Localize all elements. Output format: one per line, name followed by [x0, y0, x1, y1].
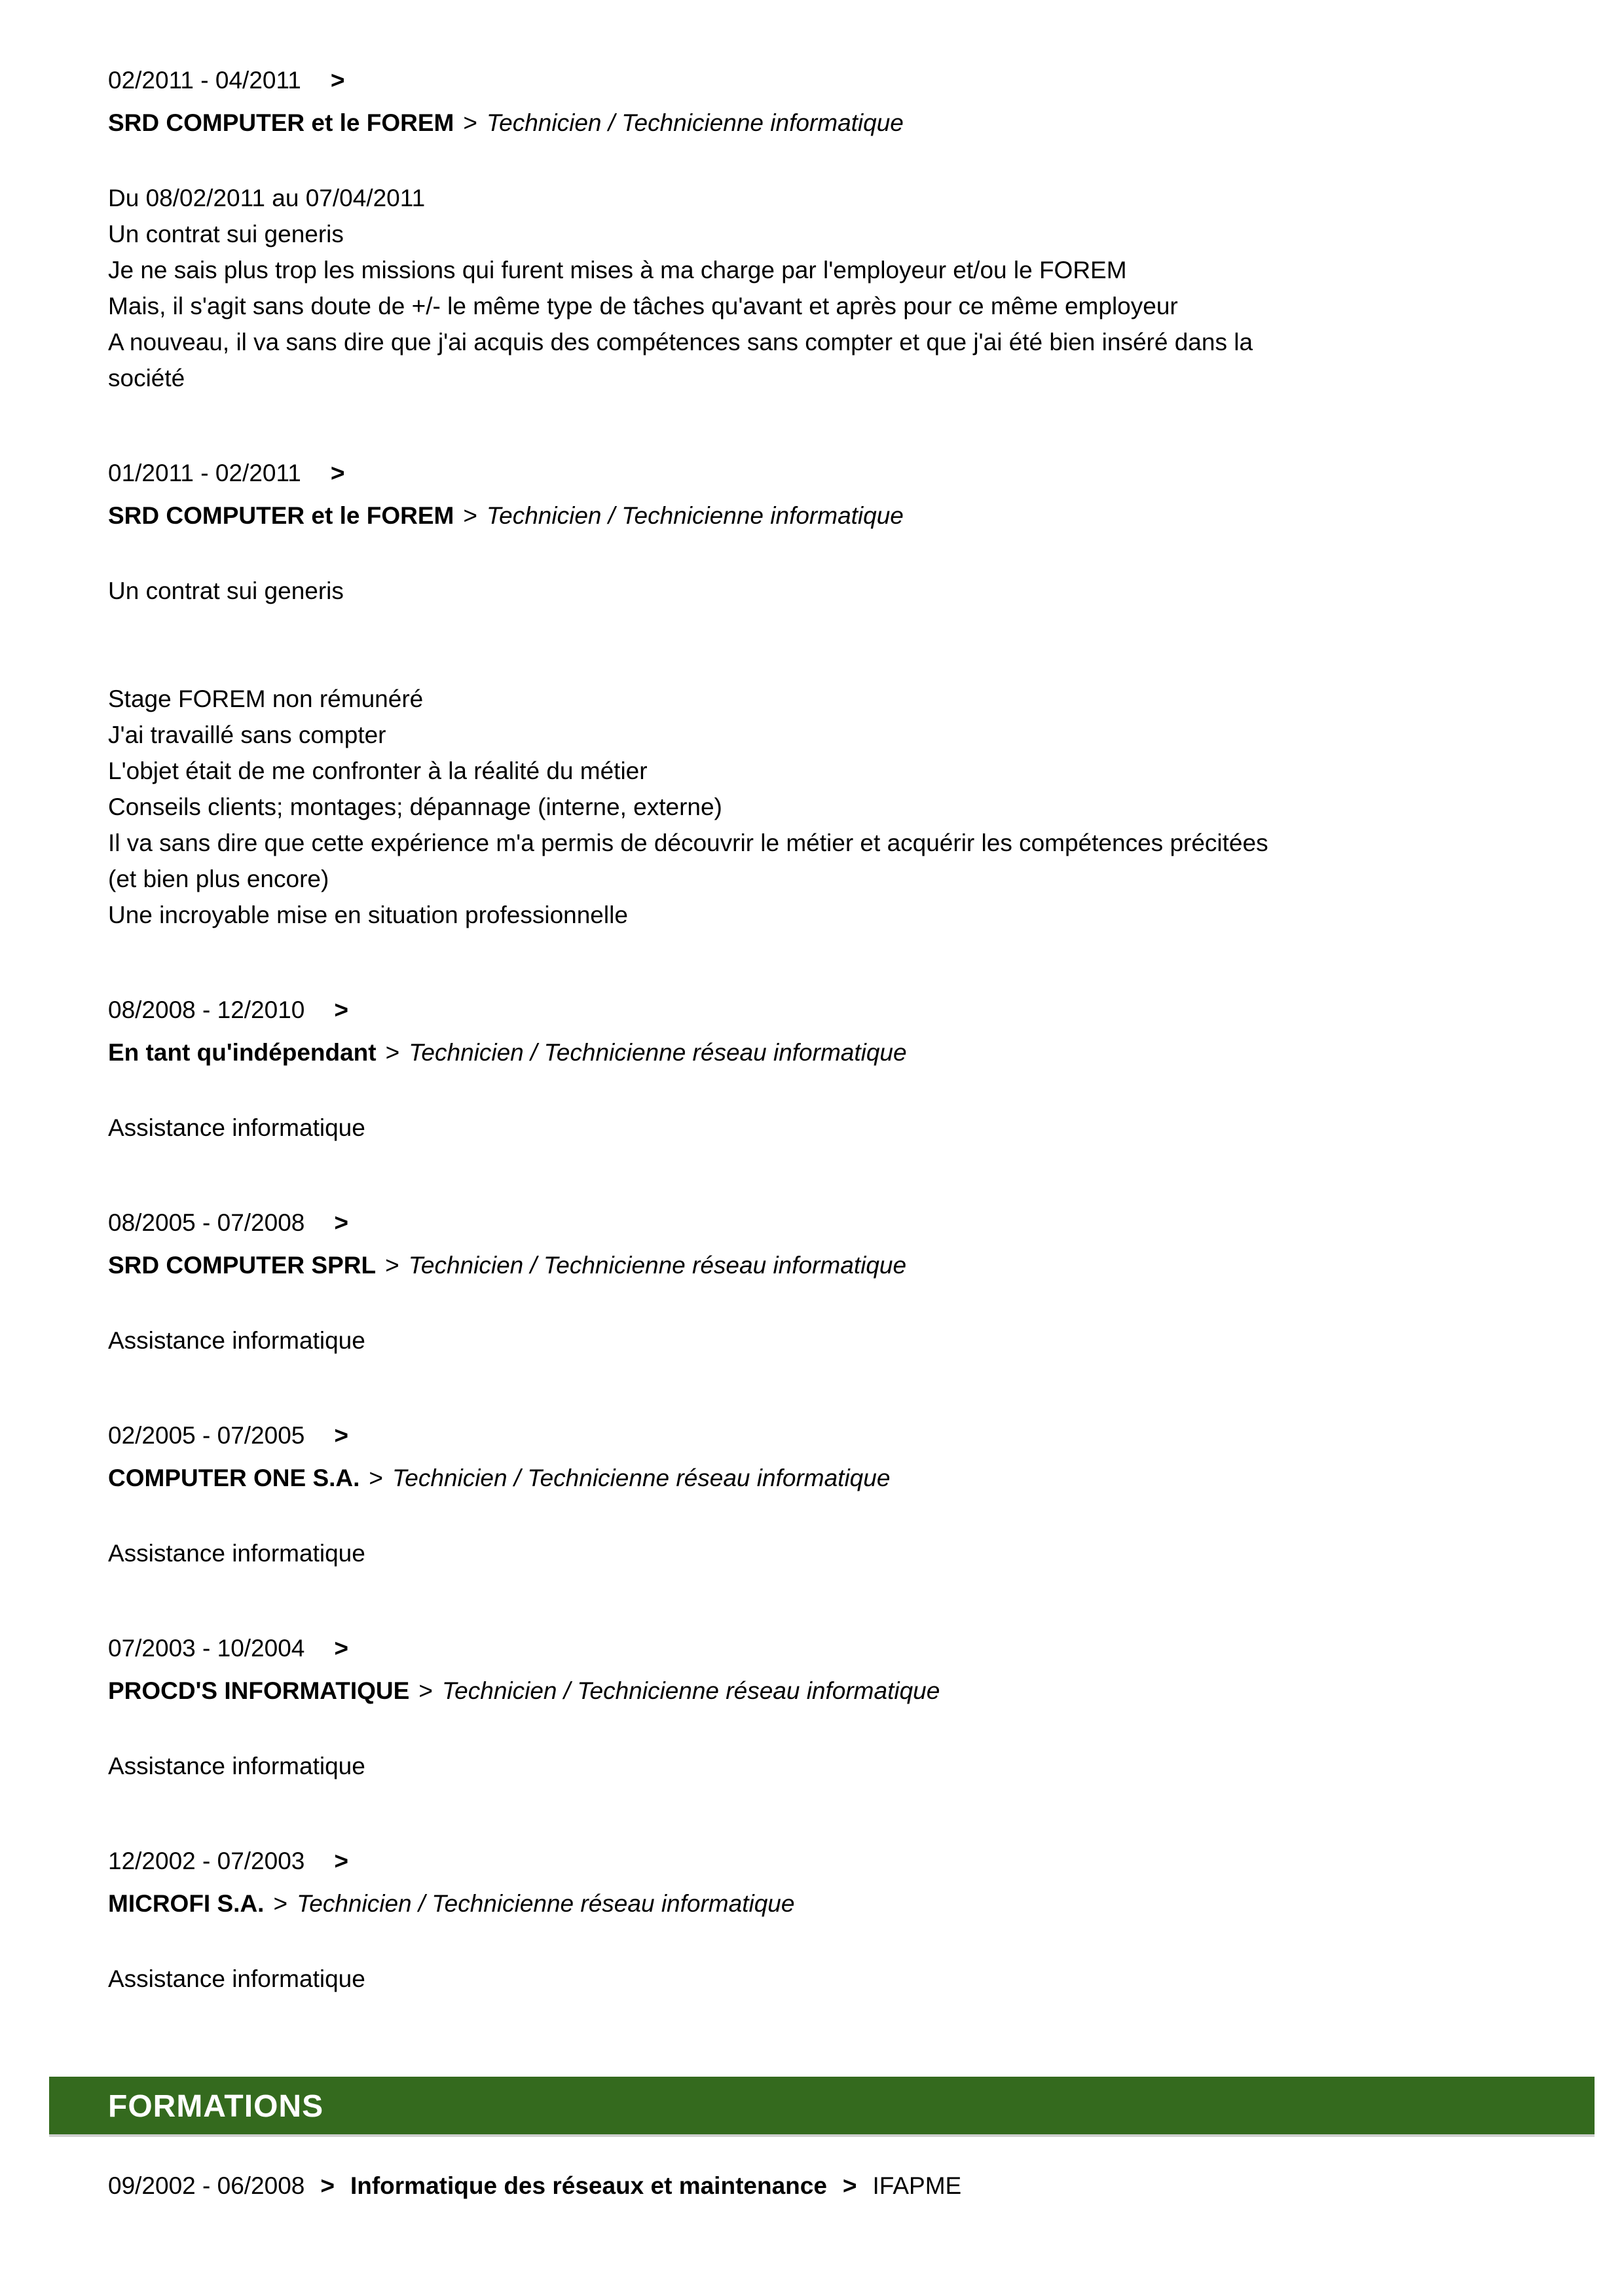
experience-period-line [108, 1630, 1572, 1666]
experience-description [108, 1748, 1572, 1784]
chevron-separator-icon: > [418, 1677, 433, 1704]
experience-description [108, 1322, 1572, 1358]
description-line: J'ai travaillé sans compter [108, 721, 386, 748]
formations-section-header [49, 2077, 1595, 2137]
experience-description [108, 1110, 1572, 1146]
chevron-separator-icon: > [463, 502, 477, 529]
experience-entry [108, 1205, 1572, 1358]
formation-period: 09/2002 - 06/2008 [108, 2172, 305, 2199]
experience-job-title: Technicien / Technicienne réseau informatique [297, 1890, 795, 1917]
experience-job-title: Technicien / Technicienne informatique [486, 109, 904, 136]
description-line: Mais, il s'agit sans doute de +/- le même type de tâches qu'avant et après pour ce même employeur [108, 293, 1178, 319]
description-line: Un contrat sui generis [108, 577, 344, 604]
experience-company-line [108, 1034, 1572, 1070]
chevron-right-icon: > [320, 2172, 335, 2199]
description-line: L'objet était de me confronter à la réalité du métier [108, 757, 648, 784]
formation-entry [0, 2168, 1624, 2204]
description-line: Assistance informatique [108, 1965, 365, 1992]
chevron-right-icon: > [334, 1422, 348, 1449]
experience-period: 02/2005 - 07/2005 [108, 1422, 305, 1449]
experience-company-line [108, 1886, 1572, 1922]
description-line: Une incroyable mise en situation professionnelle [108, 902, 628, 928]
experience-description [108, 1535, 1572, 1571]
experience-job-title: Technicien / Technicienne réseau informatique [409, 1039, 907, 1066]
experience-job-title: Technicien / Technicienne informatique [486, 502, 904, 529]
chevron-right-icon: > [842, 2172, 857, 2199]
experience-entry [108, 1417, 1572, 1571]
chevron-right-icon: > [334, 1209, 348, 1236]
experience-description [108, 1961, 1572, 1997]
experience-period-line [108, 1417, 1572, 1453]
chevron-right-icon: > [334, 1848, 348, 1874]
formations-header-label: FORMATIONS [108, 2089, 324, 2124]
chevron-separator-icon: > [385, 1252, 399, 1279]
experience-company: PROCD'S INFORMATIQUE [108, 1677, 410, 1704]
chevron-right-icon: > [330, 67, 345, 94]
experience-company-line [108, 498, 1572, 534]
formation-name: Informatique des réseaux et maintenance [350, 2172, 827, 2199]
description-line: Un contrat sui generis [108, 221, 344, 247]
description-line: Assistance informatique [108, 1540, 365, 1567]
experience-period-line [108, 1843, 1572, 1879]
description-line: Je ne sais plus trop les missions qui furent mises à ma charge par l'employeur et/ou le FOREM [108, 257, 1127, 283]
experience-company: SRD COMPUTER SPRL [108, 1252, 377, 1279]
experience-entry [108, 992, 1572, 1146]
description-line: Stage FOREM non rémunéré [108, 685, 424, 712]
experience-period: 12/2002 - 07/2003 [108, 1848, 305, 1874]
experience-period: 08/2008 - 12/2010 [108, 996, 305, 1023]
description-line: Assistance informatique [108, 1327, 365, 1354]
experience-period: 08/2005 - 07/2008 [108, 1209, 305, 1236]
description-line: société [108, 365, 185, 392]
chevron-right-icon: > [330, 460, 345, 486]
description-line: Il va sans dire que cette expérience m'a permis de découvrir le métier et acquérir les compétences précitées [108, 829, 1268, 856]
experience-period-line [108, 455, 1572, 491]
experience-job-title: Technicien / Technicienne réseau informatique [408, 1252, 907, 1279]
experience-description [108, 180, 1572, 396]
description-line: Conseils clients; montages; dépannage (interne, externe) [108, 793, 722, 820]
chevron-right-icon: > [334, 1635, 348, 1662]
experience-period: 01/2011 - 02/2011 [108, 460, 301, 486]
experience-entry [108, 455, 1572, 933]
experience-period-line [108, 992, 1572, 1028]
description-line: Assistance informatique [108, 1114, 365, 1141]
chevron-right-icon: > [334, 996, 348, 1023]
chevron-separator-icon: > [273, 1890, 288, 1917]
description-line: Du 08/02/2011 au 07/04/2011 [108, 185, 426, 211]
description-line [108, 645, 1572, 681]
experience-period-line [108, 62, 1572, 98]
experience-company-line [108, 105, 1572, 141]
experience-company: COMPUTER ONE S.A. [108, 1465, 360, 1491]
experience-period-line [108, 1205, 1572, 1241]
experience-company: SRD COMPUTER et le FOREM [108, 109, 454, 136]
experience-entry [108, 62, 1572, 396]
chevron-separator-icon: > [385, 1039, 400, 1066]
description-line: Assistance informatique [108, 1753, 365, 1779]
experience-company: En tant qu'indépendant [108, 1039, 377, 1066]
experience-job-title: Technicien / Technicienne réseau informatique [441, 1677, 940, 1704]
chevron-separator-icon: > [369, 1465, 384, 1491]
description-line: (et bien plus encore) [108, 866, 329, 892]
experience-company-line [108, 1673, 1572, 1709]
experience-entry [108, 1630, 1572, 1784]
experience-job-title: Technicien / Technicienne réseau informatique [392, 1465, 891, 1491]
experience-entry [108, 1843, 1572, 1997]
experience-company: MICROFI S.A. [108, 1890, 265, 1917]
formation-institution: IFAPME [872, 2172, 962, 2199]
experience-company-line [108, 1460, 1572, 1496]
description-line [108, 609, 1572, 645]
experience-company-line [108, 1247, 1572, 1283]
experience-company: SRD COMPUTER et le FOREM [108, 502, 454, 529]
experience-description [108, 573, 1572, 933]
description-line: A nouveau, il va sans dire que j'ai acquis des compétences sans compter et que j'ai été bien inséré dans la [108, 329, 1253, 355]
experience-period: 07/2003 - 10/2004 [108, 1635, 305, 1662]
experience-period: 02/2011 - 04/2011 [108, 67, 301, 94]
chevron-separator-icon: > [463, 109, 477, 136]
